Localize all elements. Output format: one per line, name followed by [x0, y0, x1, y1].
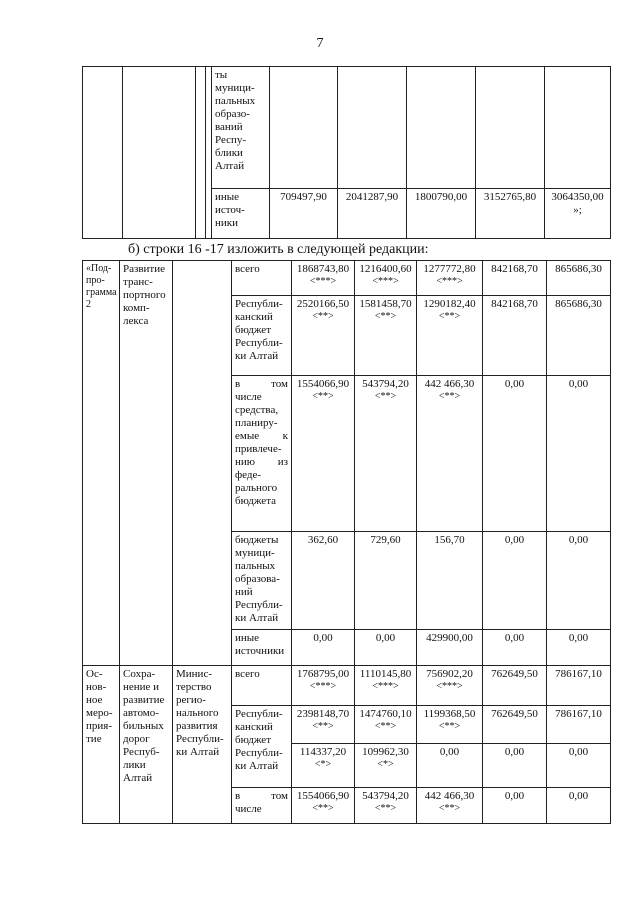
value: 1554066,90	[296, 790, 350, 802]
value-cell	[292, 788, 355, 824]
footnote-marker: <*>	[377, 759, 394, 770]
value-cell	[483, 261, 547, 296]
top-table	[82, 66, 611, 239]
value: 109962,30	[362, 746, 409, 758]
footnote-marker: <***>	[436, 276, 463, 287]
main-event-label: Ос-нов-ное меро-прия-тие	[83, 666, 120, 824]
value-cell	[483, 532, 547, 630]
value-cell: 3064350,00 »;	[545, 189, 611, 239]
value-cell	[483, 630, 547, 666]
value: 1554066,90	[296, 378, 350, 390]
value: 756902,20	[426, 668, 473, 680]
value-cell	[355, 261, 417, 296]
value-cell	[355, 532, 417, 630]
footnote-marker: <**>	[438, 803, 461, 814]
value-cell	[547, 744, 611, 788]
value-cell	[547, 706, 611, 744]
value: 2520166,50	[296, 298, 350, 310]
value: 786167,10	[555, 708, 602, 720]
main-table	[82, 260, 611, 824]
value: 1277772,80	[423, 263, 476, 275]
footnote-marker: <**>	[312, 721, 334, 732]
value-cell	[355, 744, 417, 788]
value: 1474760,10	[359, 708, 412, 720]
value: 0,00	[568, 534, 589, 546]
funding-source: Республи-канский бюджет Республи-ки Алтай	[232, 296, 292, 376]
funding-source: Республи-канский бюджет Республи-ки Алтай	[232, 706, 292, 788]
value: 0,00	[504, 534, 525, 546]
value-cell	[483, 788, 547, 824]
value: 429900,00	[426, 632, 473, 644]
value: 0,00	[568, 790, 589, 802]
value-cell	[417, 788, 483, 824]
footnote-marker: <**>	[374, 803, 397, 814]
value-cell	[292, 261, 355, 296]
value-cell	[355, 296, 417, 376]
footnote-marker: <**>	[312, 311, 334, 322]
value-cell	[547, 376, 611, 532]
value-cell	[483, 296, 547, 376]
value-cell	[547, 296, 611, 376]
amendment-caption: б) строки 16 -17 изложить в следующей редакции:	[128, 242, 429, 257]
value-cell	[417, 261, 483, 296]
value: 0,00	[375, 632, 396, 644]
value-cell	[483, 706, 547, 744]
top-source-label: иные источ-ники	[212, 189, 270, 239]
value: 543794,20	[362, 378, 409, 390]
value-cell: 3152765,80	[476, 189, 545, 239]
value: 0,00	[568, 632, 589, 644]
value-cell	[355, 706, 417, 744]
value-cell	[292, 744, 355, 788]
footnote-marker: <***>	[372, 681, 399, 692]
value: 156,70	[434, 534, 465, 546]
value: 114337,20	[299, 746, 347, 758]
footnote-marker: <***>	[309, 276, 337, 287]
top-empty-cell	[123, 67, 196, 239]
table-row	[83, 666, 611, 706]
value-cell	[483, 376, 547, 532]
subprogram-label: «Под-про-грамма 2	[83, 261, 120, 666]
value-cell	[355, 788, 417, 824]
value-cell	[292, 666, 355, 706]
subprogram-title: Развитие транс-портного комп-лекса	[120, 261, 173, 666]
value-cell	[417, 706, 483, 744]
footnote-marker: <***>	[309, 681, 337, 692]
top-empty-cell	[83, 67, 123, 239]
value-cell	[292, 376, 355, 532]
value: 865686,30	[555, 298, 602, 310]
value: 1290182,40	[423, 298, 476, 310]
top-empty-cell	[196, 67, 206, 239]
value-cell	[547, 261, 611, 296]
value-cell	[547, 788, 611, 824]
value: 0,00	[313, 632, 333, 644]
footnote-marker: <**>	[312, 391, 334, 402]
footnote-marker: <**>	[312, 803, 334, 814]
value-cell	[292, 706, 355, 744]
value-cell: 1800790,00	[407, 189, 476, 239]
value: 0,00	[504, 746, 525, 758]
value-cell	[417, 630, 483, 666]
value: 0,00	[439, 746, 460, 758]
value-cell	[292, 630, 355, 666]
value: 1768795,00	[296, 668, 350, 680]
value: 762649,50	[491, 668, 538, 680]
funding-source: в том числе средства, планиру-емые к привлече-нию из феде-рального бюджета	[232, 376, 292, 532]
footnote-marker: <***>	[436, 681, 463, 692]
value-cell	[547, 666, 611, 706]
value: 1868743,80	[296, 263, 350, 275]
value-cell	[355, 376, 417, 532]
funding-source: бюджеты муници-пальных образова-ний Республи-ки Алтай	[232, 532, 292, 630]
value: 0,00	[568, 378, 589, 390]
value: 729,60	[370, 534, 401, 546]
footnote-marker: <**>	[374, 721, 397, 732]
footnote-marker: <**>	[438, 721, 461, 732]
value-cell	[417, 376, 483, 532]
value: 842168,70	[491, 298, 538, 310]
value-cell	[417, 744, 483, 788]
value: 2398148,70	[296, 708, 350, 720]
responsible-executor: Минис-терство регио-нального развития Республи-ки Алтай	[173, 666, 232, 824]
footnote-marker: <**>	[438, 311, 461, 322]
value-cell	[292, 296, 355, 376]
value-cell	[547, 630, 611, 666]
value: 362,60	[307, 534, 339, 546]
value-cell	[483, 744, 547, 788]
footnote-marker: <**>	[374, 391, 397, 402]
value: 1199368,50	[423, 708, 476, 720]
footnote-marker: <**>	[438, 391, 461, 402]
value: 1110145,80	[359, 668, 412, 680]
value: 0,00	[504, 790, 525, 802]
value: 1581458,70	[359, 298, 412, 310]
footnote-marker: <***>	[372, 276, 399, 287]
value: 442 466,30	[424, 378, 475, 390]
value: 842168,70	[491, 263, 538, 275]
value: 865686,30	[555, 263, 602, 275]
table-row	[83, 261, 611, 296]
funding-source: в том числе	[232, 788, 292, 824]
value: 762649,50	[491, 708, 538, 720]
value-cell	[417, 666, 483, 706]
value: 0,00	[504, 378, 525, 390]
value: 442 466,30	[424, 790, 475, 802]
value-cell	[355, 666, 417, 706]
value: 0,00	[568, 746, 589, 758]
funding-source: иные источники	[232, 630, 292, 666]
value-cell	[547, 532, 611, 630]
value-cell	[483, 666, 547, 706]
funding-source: всего	[232, 666, 292, 706]
top-source-label: ты муници-пальных образо-ваний Респу-блики Алтай	[212, 67, 270, 189]
responsible-empty-cell	[173, 261, 232, 666]
value-cell	[417, 296, 483, 376]
value-cell: 2041287,90	[338, 189, 407, 239]
value-cell	[292, 532, 355, 630]
value-cell	[417, 532, 483, 630]
footnote-marker: <**>	[374, 311, 397, 322]
value: 786167,10	[555, 668, 602, 680]
value: 0,00	[504, 632, 525, 644]
value-cell	[355, 630, 417, 666]
value-cell: 709497,90	[270, 189, 338, 239]
value: 1216400,60	[359, 263, 412, 275]
page-number: 7	[316, 36, 324, 51]
footnote-marker: <*>	[314, 759, 332, 770]
value: 543794,20	[362, 790, 409, 802]
funding-source: всего	[232, 261, 292, 296]
main-event-title: Сохра-нение и развитие автомо-бильных дорог Респуб-лики Алтай	[120, 666, 173, 824]
